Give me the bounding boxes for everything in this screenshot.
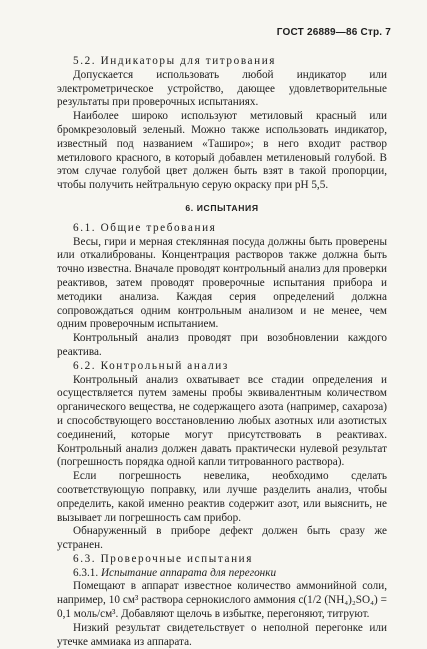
section-6-3-1-title: Испытание аппарата для перегонки — [100, 566, 277, 579]
section-6-heading: 6. ИСПЫТАНИЯ — [185, 202, 259, 213]
section-6-1-heading: 6.1. Общие требования — [73, 221, 217, 234]
section-5-2-paragraph-1: Допускается использовать любой индикатор или электрометрическое устройство, дающее удовлетворительные результаты при проверочных испытаниях. — [57, 68, 387, 109]
section-6-2-heading: 6.2. Контрольный анализ — [73, 359, 229, 372]
section-6-1-paragraph-2: Контрольный анализ проводят при возобновлении каждого реактива. — [57, 332, 387, 358]
page-content — [57, 55, 387, 649]
section-6-3-1-heading — [57, 567, 387, 581]
section-5-2-heading: 5.2. Индикаторы для титрования — [73, 55, 277, 67]
section-6-2-paragraph-2: Если погрешность невелика, необходимо сделать соответствующую поправку, или лучше разделить анализ, чтобы определить, какой именно реактив содержит азот, или выяснить, не вызывает ли погрешность сам прибор. — [57, 470, 387, 524]
section-6-3-1-paragraph-1: Помещают в аппарат известное количество аммонийной соли, например, 10 см³ раствора сернокислого аммония c(1/2 (NH₄)₂SO₄) = 0,1 моль/см³. Добавляют щелочь в избытке, перегоняют, титруют. — [57, 580, 387, 621]
section-6-1-paragraph-1: Весы, гири и мерная стеклянная посуда должны быть проверены или откалиброваны. Концентрация растворов также должна быть точно известна. Вначале проводят контрольный анализ для проверки реактивов, затем проводят проверочные испытания прибора и методики анализа. Каждая серия определений должна сопровождаться одним контрольным анализом и не менее, чем одним проверочным испытанием. — [57, 235, 387, 331]
section-6-3-heading: 6.3. Проверочные испытания — [73, 552, 253, 565]
section-6-3-1-paragraph-2: Низкий результат свидетельствует о неполной перегонке или утечке аммиака из аппарата. — [57, 621, 387, 648]
section-6-2-paragraph-3: Обнаруженный в приборе дефект должен быть сразу же устранен. — [57, 525, 387, 552]
section-5-2-paragraph-2: Наиболее широко используют метиловый красный или бромкрезоловый зеленый. Можно также использовать индикатор, известный под названием «Таширо»; в него входит раствор метилового красного, в который добавлен метиленовый голубой. В этом случае голубой цвет должен быть взят в такой пропорции, чтобы получить нейтральную серую окраску при pH 5,5. — [57, 110, 387, 192]
section-6-2-paragraph-1: Контрольный анализ охватывает все стадии определения и осуществляется путем замены пробы эквивалентным количеством органического вещества, не содержащего азота (например, сахароза) и способствующего восстановлению любых азотных или азотистых соединений, которые могут присутствовать в реактивах. Контрольный анализ должен давать практически нулевой результат (погрешность порядка одной капли титрованного раствора). — [57, 373, 387, 469]
page-header: ГОСТ 26889—86 Стр. 7 — [276, 27, 391, 38]
section-6-3-1-number: 6.3.1. — [73, 566, 99, 579]
